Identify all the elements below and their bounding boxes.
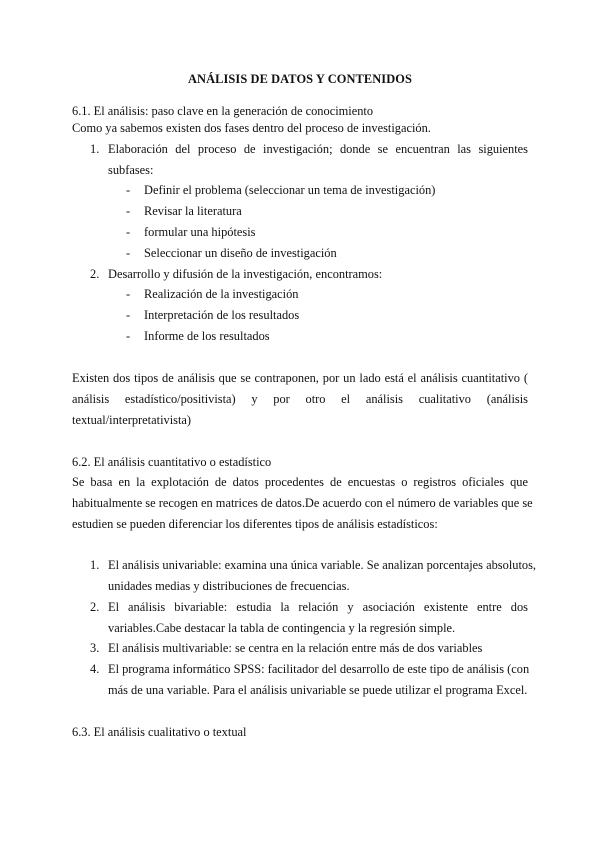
paragraph-line: estudien se pueden diferenciar los diferentes tipos de análisis estadísticos: bbox=[72, 517, 438, 531]
list-item-1-line-2: subfases: bbox=[108, 163, 154, 177]
sub-item: Definir el problema (seleccionar un tema de investigación) bbox=[144, 183, 436, 197]
list-number: 4. bbox=[90, 662, 100, 676]
list-number: 1. bbox=[90, 558, 100, 572]
list-item-line: El programa informático SPSS: facilitador del desarrollo de este tipo de análisis (con bbox=[108, 662, 530, 676]
list-item-line: El análisis bivariable: estudia la relación y asociación existente entre dos bbox=[108, 600, 528, 614]
list-number: 1. bbox=[90, 142, 100, 156]
list-number: 2. bbox=[90, 267, 100, 281]
sub-item: Informe de los resultados bbox=[144, 329, 270, 343]
bullet-dash: - bbox=[126, 246, 131, 260]
sub-item: Revisar la literatura bbox=[144, 204, 242, 218]
list-number: 3. bbox=[90, 641, 100, 655]
section-6-2-heading: 6.2. El análisis cuantitativo o estadístico bbox=[72, 455, 272, 469]
list-item-1-line-1: Elaboración del proceso de investigación; donde se encuentran las siguientes bbox=[108, 142, 528, 156]
list-item-line: El análisis multivariable: se centra en la relación entre más de dos variables bbox=[108, 641, 483, 655]
section-6-1-heading: 6.1. El análisis: paso clave en la generación de conocimiento bbox=[72, 104, 374, 118]
paragraph-line: Se basa en la explotación de datos procedentes de encuestas o registros oficiales que bbox=[72, 475, 528, 489]
sub-item: Seleccionar un diseño de investigación bbox=[144, 246, 337, 260]
sub-item: Realización de la investigación bbox=[144, 287, 299, 301]
paragraph-line: Existen dos tipos de análisis que se contraponen, por un lado está el análisis cuantitativo ( bbox=[72, 371, 528, 385]
bullet-dash: - bbox=[126, 287, 131, 301]
paragraph-line: habitualmente se recogen en matrices de datos.De acuerdo con el número de variables que se bbox=[72, 496, 533, 510]
bullet-dash: - bbox=[126, 225, 131, 239]
bullet-dash: - bbox=[126, 329, 131, 343]
bullet-dash: - bbox=[126, 183, 131, 197]
document-title: ANÁLISIS DE DATOS Y CONTENIDOS bbox=[187, 72, 413, 86]
sub-item: Interpretación de los resultados bbox=[144, 308, 300, 322]
section-6-3-heading: 6.3. El análisis cualitativo o textual bbox=[72, 725, 247, 739]
list-item-line: más de una variable. Para el análisis univariable se puede utilizar el programa Excel. bbox=[108, 683, 528, 697]
section-6-1-intro: Como ya sabemos existen dos fases dentro del proceso de investigación. bbox=[72, 121, 431, 135]
list-item-line: variables.Cabe destacar la tabla de contingencia y la regresión simple. bbox=[108, 621, 456, 635]
paragraph-line: textual/interpretativista) bbox=[72, 413, 192, 427]
list-number: 2. bbox=[90, 600, 100, 614]
bullet-dash: - bbox=[126, 204, 131, 218]
list-item-line: unidades medias y distribuciones de frecuencias. bbox=[108, 579, 350, 593]
sub-item: formular una hipótesis bbox=[144, 225, 256, 239]
bullet-dash: - bbox=[126, 308, 131, 322]
list-item-2-line-1: Desarrollo y difusión de la investigación, encontramos: bbox=[108, 267, 383, 281]
paragraph-line: análisis estadístico/positivista) y por otro el análisis cualitativo (análisis bbox=[72, 392, 528, 406]
list-item-line: El análisis univariable: examina una única variable. Se analizan porcentajes absolutos, bbox=[108, 558, 537, 572]
